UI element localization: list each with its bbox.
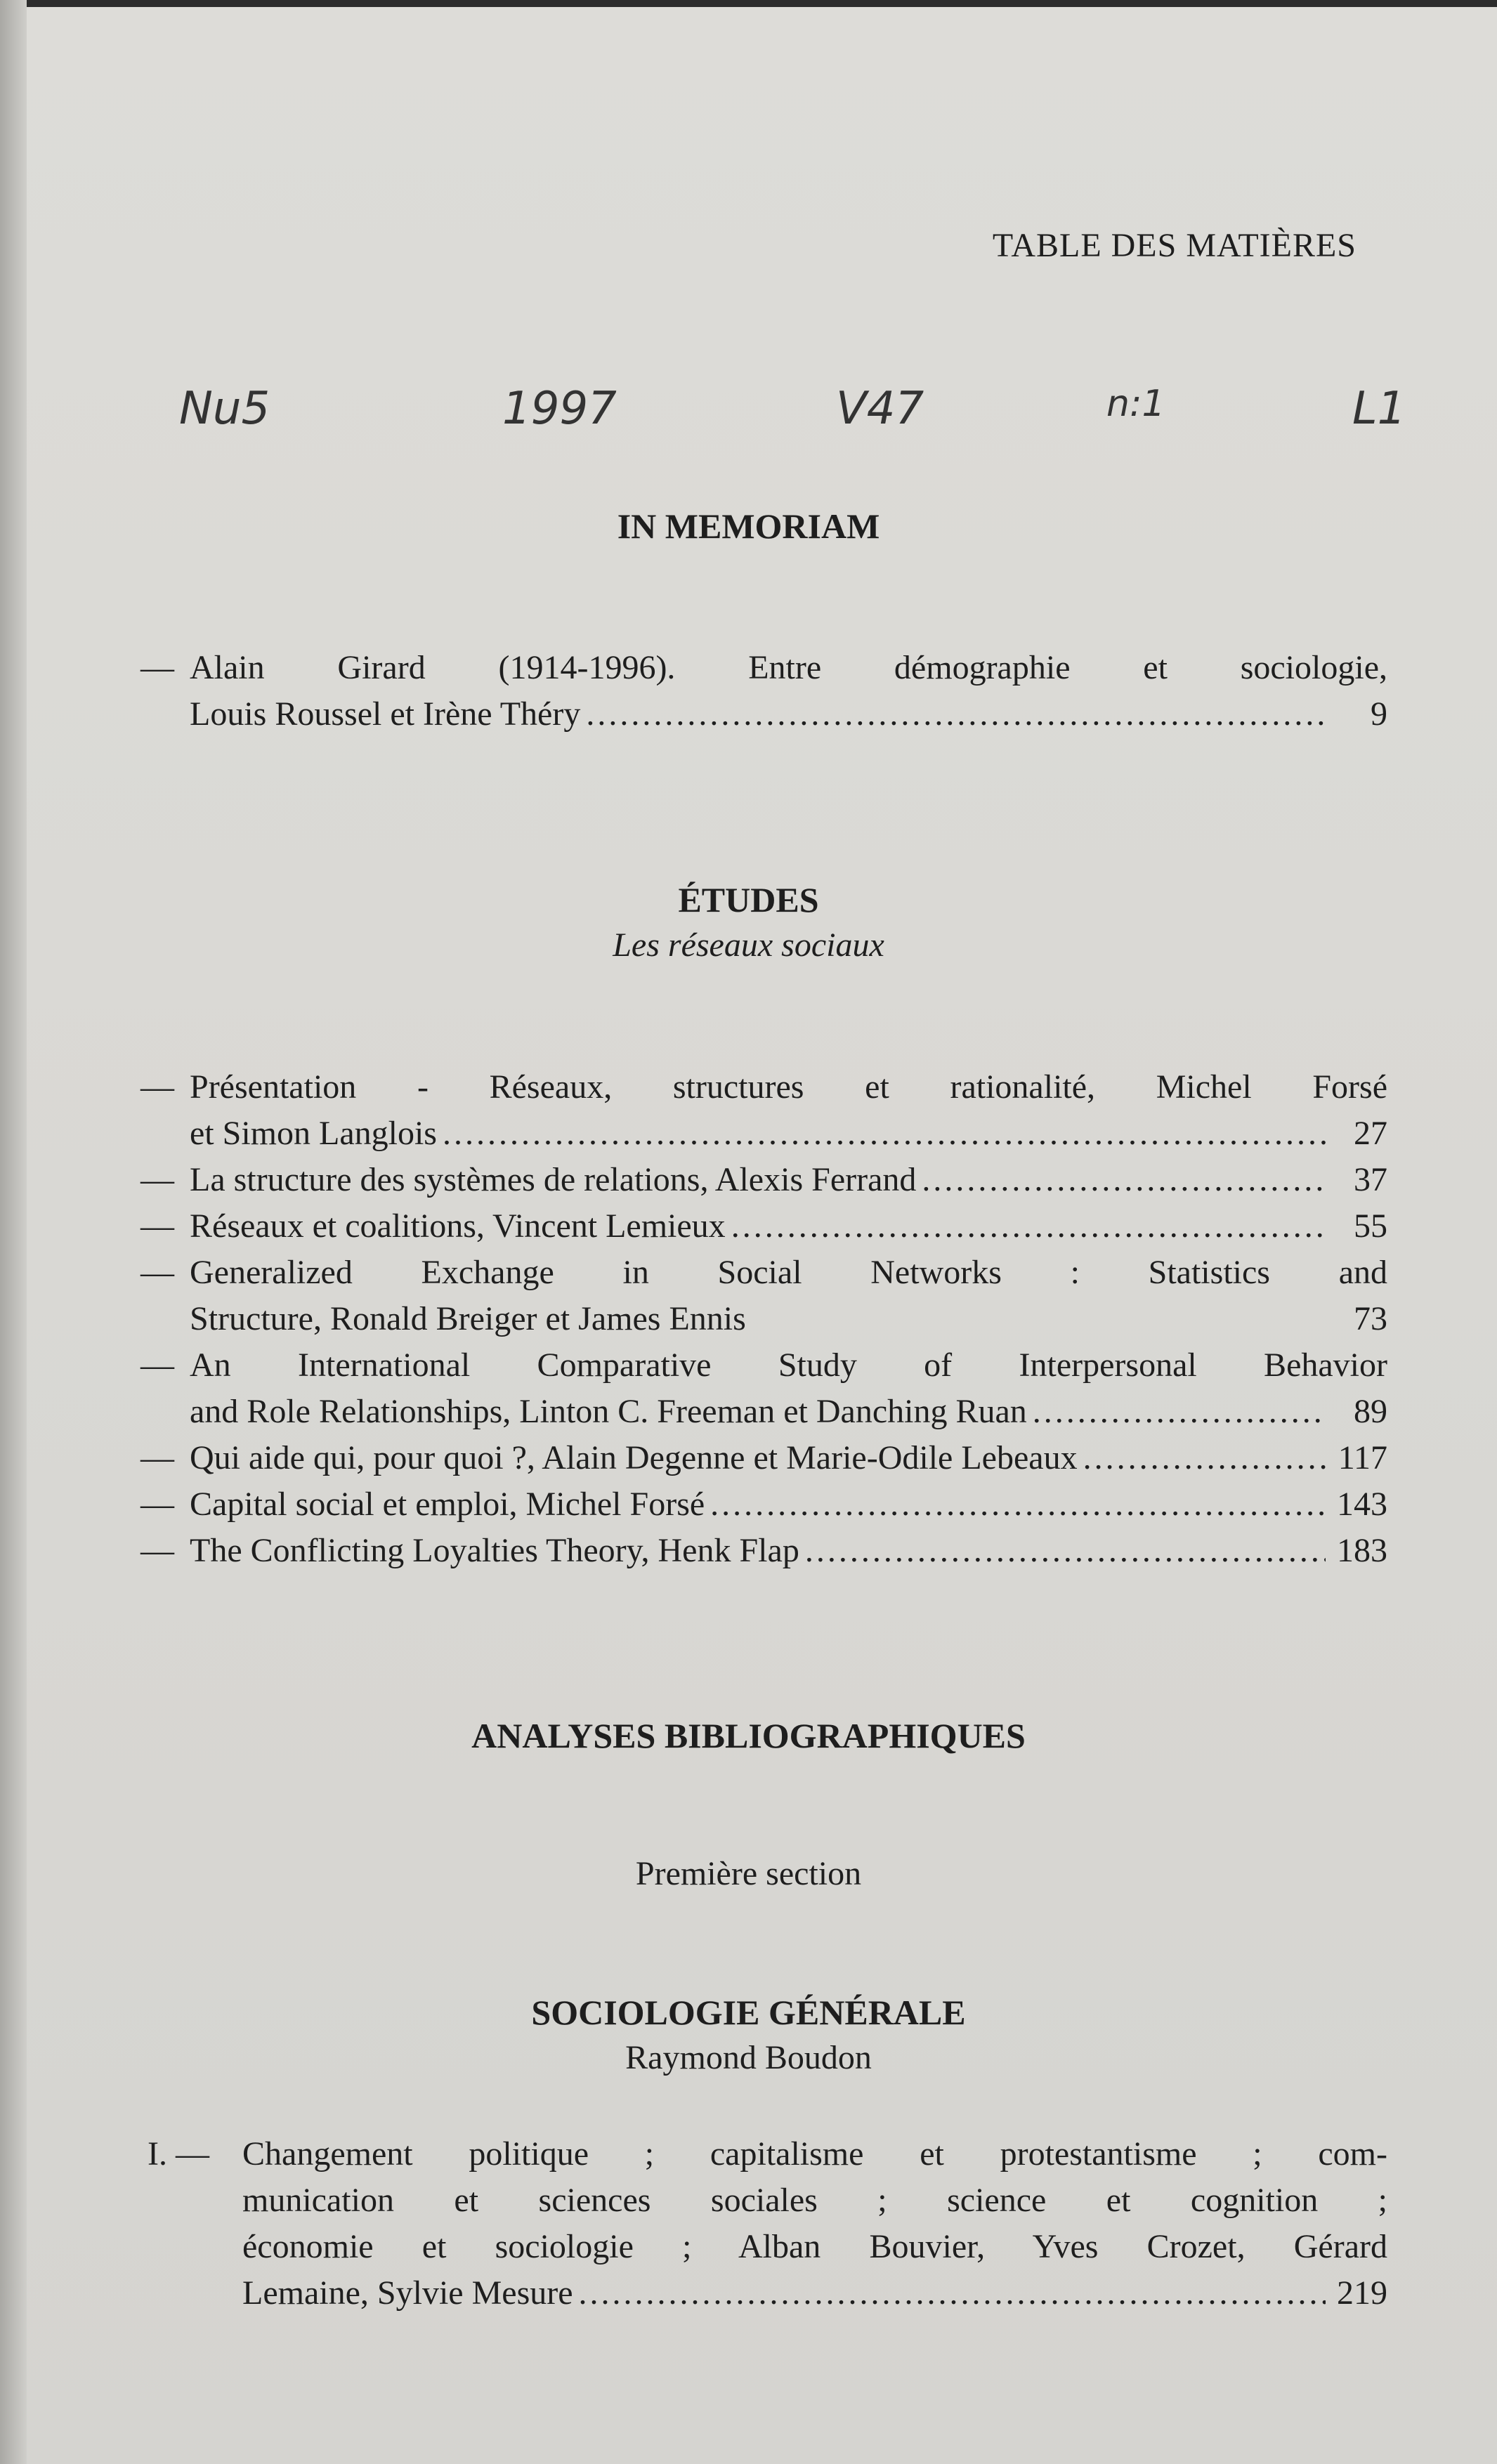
entry-dash: —	[140, 1486, 174, 1523]
handwritten-note-2: 1997	[502, 383, 617, 435]
dot-leader	[922, 1157, 1326, 1203]
entry-dash: —	[140, 1346, 174, 1384]
entry-page: 117	[1338, 1439, 1387, 1476]
handwritten-note-3: V47	[836, 383, 924, 435]
toc-entry	[140, 1481, 1387, 1528]
entry-dash: —	[140, 1439, 174, 1476]
dot-leader	[731, 1203, 1326, 1250]
sociologie-editor: Raymond Boudon	[625, 2039, 872, 2076]
dot-leader	[586, 691, 1326, 738]
in-memoriam-heading: IN MEMORIAM	[617, 506, 880, 546]
toc-entry-girard	[140, 645, 1387, 738]
dot-leader	[579, 2270, 1326, 2316]
entry-dash: —	[140, 1207, 174, 1245]
entry-title: Présentation - Réseaux, structures et rationalité, Michel Forsé	[190, 1068, 1387, 1106]
toc-entry	[140, 1203, 1387, 1250]
page-left-edge	[0, 0, 27, 2464]
toc-entry	[140, 1064, 1387, 1157]
entry-title: Alain Girard (1914-1996). Entre démographie et sociologie,	[190, 649, 1387, 686]
analyses-heading: ANALYSES BIBLIOGRAPHIQUES	[471, 1716, 1026, 1755]
entry-page: 55	[1354, 1207, 1387, 1245]
handwritten-note-1: Nu5	[179, 383, 270, 435]
roman-numeral: I.	[148, 2135, 167, 2173]
entry-line-3: économie et sociologie ; Alban Bouvier, Yves Crozet, Gérard	[242, 2228, 1387, 2265]
dot-leader	[1033, 1389, 1326, 1435]
entry-page: 183	[1337, 1532, 1387, 1569]
entry-title: Generalized Exchange in Social Networks : Statistics and	[190, 1254, 1387, 1291]
entry-page: 143	[1337, 1486, 1387, 1523]
entry-page: 219	[1337, 2274, 1387, 2312]
entry-title: Réseaux et coalitions, Vincent Lemieux	[190, 1207, 726, 1245]
section-label: Première section	[635, 1855, 862, 1892]
toc-entry	[140, 1435, 1387, 1481]
dot-leader	[1083, 1435, 1326, 1481]
entry-line-2: munication et sciences sociales ; science et cognition ;	[242, 2182, 1387, 2219]
dot-leader	[805, 1528, 1326, 1574]
toc-entry-section-I	[148, 2131, 1387, 2316]
entry-authors: Louis Roussel et Irène Théry	[190, 695, 581, 733]
entry-dash: —	[175, 2135, 209, 2173]
handwritten-note-4: n:1	[1106, 383, 1165, 425]
entry-dash: —	[140, 1532, 174, 1569]
entry-title-cont: Structure, Ronald Breiger et James Ennis	[190, 1300, 746, 1337]
etudes-heading: ÉTUDES	[678, 880, 819, 919]
entry-title: Qui aide qui, pour quoi ?, Alain Degenne et Marie-Odile Lebeaux	[190, 1439, 1078, 1476]
entry-title: Capital social et emploi, Michel Forsé	[190, 1486, 705, 1523]
entry-page: 37	[1354, 1161, 1387, 1198]
entry-dash: —	[140, 649, 174, 686]
entry-title: La structure des systèmes de relations, Alexis Ferrand	[190, 1161, 917, 1198]
dot-leader	[710, 1481, 1326, 1528]
entry-title-cont: and Role Relationships, Linton C. Freeman et Danching Ruan	[190, 1393, 1027, 1430]
entry-dash: —	[140, 1254, 174, 1291]
handwritten-note-5: L1	[1352, 383, 1406, 435]
entry-line-4: Lemaine, Sylvie Mesure	[242, 2274, 573, 2312]
entry-page: 27	[1354, 1115, 1387, 1152]
entry-line-1: Changement politique ; capitalisme et protestantisme ; com-	[242, 2135, 1387, 2173]
entry-dash: —	[140, 1161, 174, 1198]
toc-entry	[140, 1157, 1387, 1203]
dot-leader	[443, 1110, 1326, 1157]
page-top-edge	[0, 0, 1497, 7]
entry-title-cont: et Simon Langlois	[190, 1115, 437, 1152]
etudes-subheading: Les réseaux sociaux	[613, 926, 884, 964]
entry-dash: —	[140, 1068, 174, 1106]
entry-title: An International Comparative Study of Interpersonal Behavior	[190, 1346, 1387, 1384]
toc-entry	[140, 1250, 1387, 1342]
running-title: TABLE DES MATIÈRES	[992, 227, 1357, 264]
entry-page: 73	[1354, 1300, 1387, 1337]
entry-page: 9	[1371, 695, 1387, 733]
entry-title: The Conflicting Loyalties Theory, Henk Flap	[190, 1532, 799, 1569]
toc-entry	[140, 1342, 1387, 1435]
etudes-list	[140, 1064, 1387, 1574]
toc-entry	[140, 1528, 1387, 1574]
sociologie-heading: SOCIOLOGIE GÉNÉRALE	[531, 1993, 966, 2032]
entry-page: 89	[1354, 1393, 1387, 1430]
